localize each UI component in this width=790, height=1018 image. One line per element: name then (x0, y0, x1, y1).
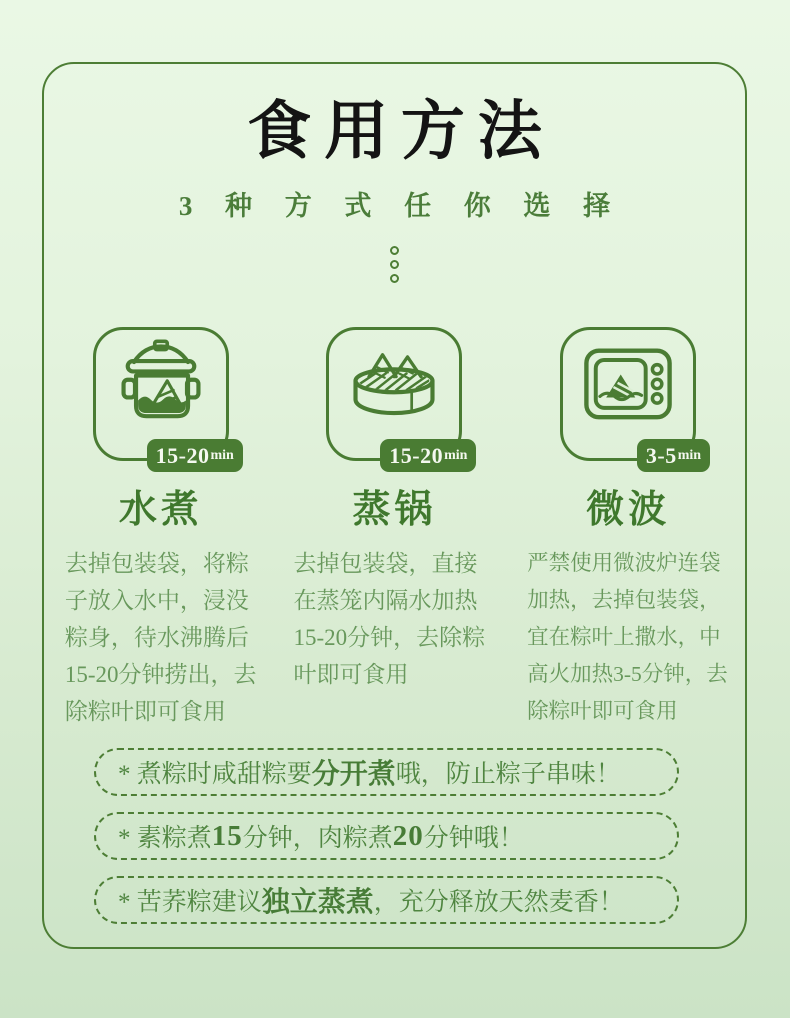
time-unit: min (444, 447, 468, 463)
methods-row (44, 327, 745, 730)
note-text: * 苦荞粽建议 (118, 889, 262, 916)
time-value: 3-5 (645, 442, 677, 468)
time-value: 15-20 (155, 442, 210, 468)
note-text-bold: 分开煮 (311, 759, 396, 790)
time-badge (147, 439, 243, 472)
dot-icon (390, 246, 399, 255)
method-name: 水煮 (118, 489, 203, 531)
dot-icon (390, 274, 399, 283)
note-cooking-times (94, 812, 679, 860)
note-text: ，充分释放天然麦香！ (373, 889, 624, 916)
note-separate-boiling (94, 748, 679, 796)
note-text-bold: 15 (211, 819, 243, 852)
note-buckwheat (94, 876, 679, 924)
method-description: 严禁使用微波炉连袋加热，去掉包装袋，宜在粽叶上撒水，中高火加热3-5分钟，去除粽叶即可食用 (527, 551, 728, 723)
method-name: 蒸锅 (352, 489, 437, 531)
time-value: 15-20 (389, 442, 444, 468)
page-title: 食用方法 (247, 96, 555, 167)
divider-dots (44, 246, 745, 283)
note-text: * 煮粽时咸甜粽要 (118, 761, 312, 788)
method-description: 去掉包装袋，将粽子放入水中，浸没粽身，待水沸腾后15-20分钟捞出，去除粽叶即可食用 (64, 551, 257, 724)
note-text: * 素粽煮 (118, 825, 212, 852)
time-unit: min (210, 447, 234, 463)
method-steam (278, 327, 512, 730)
note-text: 哦，防止粽子串味！ (395, 761, 621, 788)
microwave-icon (563, 334, 693, 438)
note-text-bold: 20 (392, 819, 424, 852)
notes-list (94, 748, 679, 940)
method-microwave (511, 327, 745, 730)
method-boil-card (93, 327, 234, 468)
dot-icon (390, 260, 399, 269)
steamer-icon (329, 334, 459, 438)
note-text: 分钟哦！ (423, 825, 524, 852)
method-boil (44, 327, 278, 730)
method-name: 微波 (586, 489, 671, 531)
main-frame (42, 62, 747, 949)
time-badge (380, 439, 476, 472)
note-text-bold: 独立蒸煮 (261, 887, 374, 918)
time-badge (637, 439, 710, 472)
method-description: 去掉包装袋，直接在蒸笼内隔水加热15-20分钟，去除粽叶即可食用 (293, 551, 486, 687)
note-text: 分钟，肉粽煮 (242, 825, 393, 852)
method-steam-card (326, 327, 468, 468)
page-subtitle: 3 种 方 式 任 你 选 择 (178, 191, 624, 221)
method-microwave-card (560, 327, 702, 468)
time-unit: min (677, 447, 702, 463)
boiling-pot-icon (96, 334, 226, 438)
